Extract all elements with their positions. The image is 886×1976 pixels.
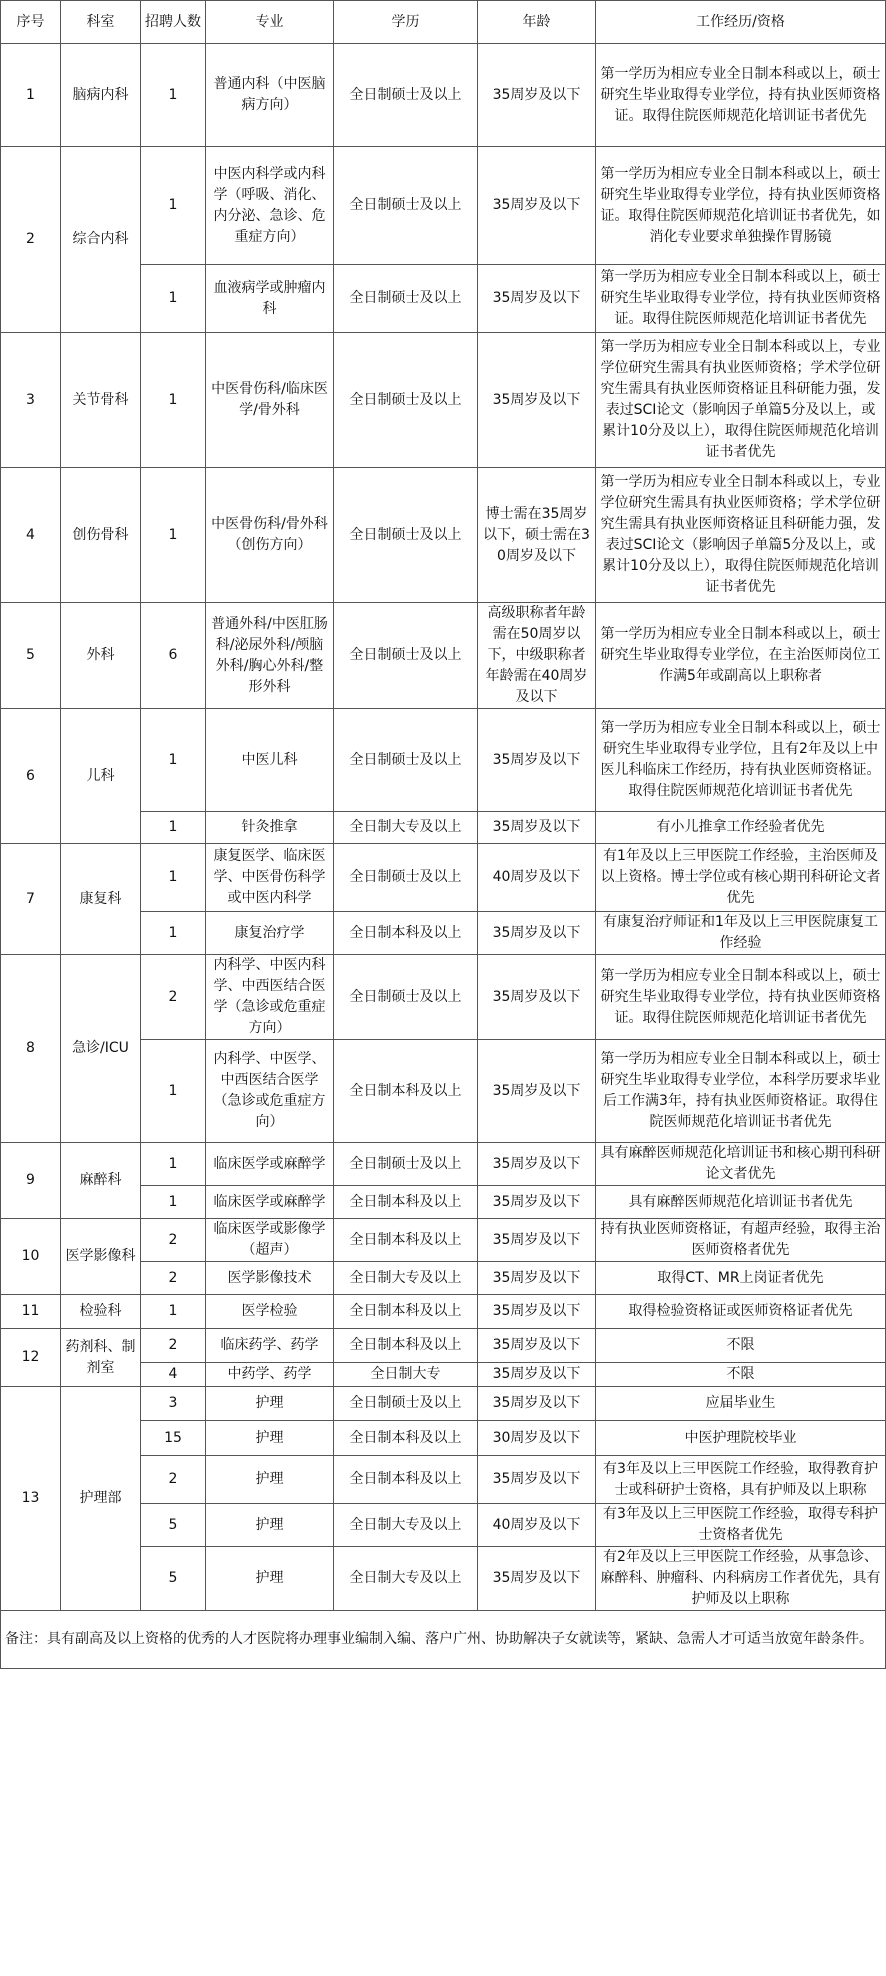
table-row xyxy=(1,333,886,468)
serial-number-cell: 3 xyxy=(1,333,61,468)
headcount-cell: 1 xyxy=(141,844,206,912)
header-dept: 科室 xyxy=(61,1,141,44)
headcount-cell: 15 xyxy=(141,1421,206,1456)
major-cell: 临床药学、药学 xyxy=(206,1329,334,1363)
serial-number-cell: 12 xyxy=(1,1329,61,1387)
department-cell: 外科 xyxy=(61,603,141,709)
table-row xyxy=(1,1219,886,1262)
department-cell: 医学影像科 xyxy=(61,1219,141,1295)
education-cell: 全日制本科及以上 xyxy=(334,1456,478,1504)
education-cell: 全日制本科及以上 xyxy=(334,912,478,955)
serial-number-cell: 9 xyxy=(1,1143,61,1219)
age-cell: 35周岁及以下 xyxy=(478,955,596,1040)
department-cell: 康复科 xyxy=(61,844,141,955)
education-cell: 全日制硕士及以上 xyxy=(334,955,478,1040)
headcount-cell: 5 xyxy=(141,1504,206,1547)
education-cell: 全日制硕士及以上 xyxy=(334,147,478,265)
headcount-cell: 2 xyxy=(141,1262,206,1295)
education-cell: 全日制大专及以上 xyxy=(334,812,478,844)
age-cell: 35周岁及以下 xyxy=(478,1040,596,1143)
age-cell: 35周岁及以下 xyxy=(478,1547,596,1611)
headcount-cell: 1 xyxy=(141,1295,206,1329)
note-row xyxy=(1,1611,886,1669)
headcount-cell: 4 xyxy=(141,1363,206,1387)
headcount-cell: 1 xyxy=(141,333,206,468)
headcount-cell: 1 xyxy=(141,1040,206,1143)
headcount-cell: 1 xyxy=(141,265,206,333)
serial-number-cell: 6 xyxy=(1,709,61,844)
headcount-cell: 2 xyxy=(141,1219,206,1262)
department-cell: 护理部 xyxy=(61,1387,141,1611)
major-cell: 临床医学或麻醉学 xyxy=(206,1143,334,1186)
education-cell: 全日制本科及以上 xyxy=(334,1329,478,1363)
table-row xyxy=(1,1387,886,1421)
age-cell: 35周岁及以下 xyxy=(478,812,596,844)
major-cell: 医学影像技术 xyxy=(206,1262,334,1295)
age-cell: 35周岁及以下 xyxy=(478,1387,596,1421)
education-cell: 全日制本科及以上 xyxy=(334,1186,478,1219)
headcount-cell: 1 xyxy=(141,912,206,955)
age-cell: 35周岁及以下 xyxy=(478,147,596,265)
department-cell: 创伤骨科 xyxy=(61,468,141,603)
requirements-cell: 第一学历为相应专业全日制本科或以上，硕士研究生毕业取得专业学位，持有执业医师资格证。取得住院医师规范化培训证书者优先，如消化专业要求单独操作胃肠镜 xyxy=(596,147,886,265)
education-cell: 全日制本科及以上 xyxy=(334,1219,478,1262)
requirements-cell: 第一学历为相应专业全日制本科或以上，硕士研究生毕业取得专业学位，且有2年及以上中医儿科临床工作经历，持有执业医师资格证。取得住院医师规范化培训证书者优先 xyxy=(596,709,886,812)
serial-number-cell: 13 xyxy=(1,1387,61,1611)
serial-number-cell: 4 xyxy=(1,468,61,603)
education-cell: 全日制硕士及以上 xyxy=(334,603,478,709)
headcount-cell: 1 xyxy=(141,44,206,147)
requirements-cell: 不限 xyxy=(596,1363,886,1387)
serial-number-cell: 8 xyxy=(1,955,61,1143)
department-cell: 关节骨科 xyxy=(61,333,141,468)
header-row xyxy=(1,1,886,44)
headcount-cell: 1 xyxy=(141,812,206,844)
education-cell: 全日制大专及以上 xyxy=(334,1504,478,1547)
department-cell: 脑病内科 xyxy=(61,44,141,147)
requirements-cell: 第一学历为相应专业全日制本科或以上，专业学位研究生需具有执业医师资格；学术学位研究生需具有执业医师资格证且科研能力强，发表过SCI论文（影响因子单篇5分及以上，或累计10分及以上），取得住院医师规范化培训证书者优先 xyxy=(596,333,886,468)
education-cell: 全日制大专 xyxy=(334,1363,478,1387)
major-cell: 普通内科（中医脑病方向） xyxy=(206,44,334,147)
headcount-cell: 5 xyxy=(141,1547,206,1611)
education-cell: 全日制硕士及以上 xyxy=(334,468,478,603)
requirements-cell: 有小儿推拿工作经验者优先 xyxy=(596,812,886,844)
major-cell: 护理 xyxy=(206,1504,334,1547)
headcount-cell: 1 xyxy=(141,709,206,812)
requirements-cell: 有1年及以上三甲医院工作经验，主治医师及以上资格。博士学位或有核心期刊科研论文者优先 xyxy=(596,844,886,912)
department-cell: 麻醉科 xyxy=(61,1143,141,1219)
major-cell: 中药学、药学 xyxy=(206,1363,334,1387)
education-cell: 全日制硕士及以上 xyxy=(334,709,478,812)
headcount-cell: 1 xyxy=(141,147,206,265)
serial-number-cell: 7 xyxy=(1,844,61,955)
education-cell: 全日制硕士及以上 xyxy=(334,44,478,147)
requirements-cell: 第一学历为相应专业全日制本科或以上，硕士研究生毕业取得专业学位，在主治医师岗位工作满5年或副高以上职称者 xyxy=(596,603,886,709)
table-row xyxy=(1,1143,886,1186)
education-cell: 全日制本科及以上 xyxy=(334,1295,478,1329)
major-cell: 护理 xyxy=(206,1456,334,1504)
table-row xyxy=(1,468,886,603)
header-count: 招聘人数 xyxy=(141,1,206,44)
requirements-cell: 有2年及以上三甲医院工作经验，从事急诊、麻醉科、肿瘤科、内科病房工作者优先，具有护师及以上职称 xyxy=(596,1547,886,1611)
requirements-cell: 具有麻醉医师规范化培训证书者优先 xyxy=(596,1186,886,1219)
table-row xyxy=(1,709,886,812)
major-cell: 中医儿科 xyxy=(206,709,334,812)
requirements-cell: 具有麻醉医师规范化培训证书和核心期刊科研论文者优先 xyxy=(596,1143,886,1186)
education-cell: 全日制硕士及以上 xyxy=(334,1387,478,1421)
headcount-cell: 2 xyxy=(141,955,206,1040)
department-cell: 急诊/ICU xyxy=(61,955,141,1143)
major-cell: 针灸推拿 xyxy=(206,812,334,844)
header-education: 学历 xyxy=(334,1,478,44)
age-cell: 35周岁及以下 xyxy=(478,1186,596,1219)
requirements-cell: 持有执业医师资格证，有超声经验，取得主治医师资格者优先 xyxy=(596,1219,886,1262)
major-cell: 内科学、中医内科学、中西医结合医学（急诊或危重症方向） xyxy=(206,955,334,1040)
major-cell: 血液病学或肿瘤内科 xyxy=(206,265,334,333)
requirements-cell: 第一学历为相应专业全日制本科或以上，专业学位研究生需具有执业医师资格；学术学位研究生需具有执业医师资格证且科研能力强，发表过SCI论文（影响因子单篇5分及以上，或累计10分及以上），取得住院医师规范化培训证书者优先 xyxy=(596,468,886,603)
requirements-cell: 有3年及以上三甲医院工作经验，取得专科护士资格者优先 xyxy=(596,1504,886,1547)
age-cell: 40周岁及以下 xyxy=(478,844,596,912)
major-cell: 临床医学或影像学（超声） xyxy=(206,1219,334,1262)
age-cell: 35周岁及以下 xyxy=(478,1262,596,1295)
major-cell: 中医骨伤科/骨外科（创伤方向） xyxy=(206,468,334,603)
requirements-cell: 第一学历为相应专业全日制本科或以上，硕士研究生毕业取得专业学位，持有执业医师资格证。取得住院医师规范化培训证书者优先 xyxy=(596,265,886,333)
footnote xyxy=(1,1611,886,1669)
major-cell: 康复医学、临床医学、中医骨伤科学或中医内科学 xyxy=(206,844,334,912)
age-cell: 35周岁及以下 xyxy=(478,44,596,147)
major-cell: 内科学、中医学、中西医结合医学（急诊或危重症方向） xyxy=(206,1040,334,1143)
requirements-cell: 第一学历为相应专业全日制本科或以上，硕士研究生毕业取得专业学位，持有执业医师资格证。取得住院医师规范化培训证书者优先 xyxy=(596,44,886,147)
department-cell: 检验科 xyxy=(61,1295,141,1329)
requirements-cell: 应届毕业生 xyxy=(596,1387,886,1421)
age-cell: 35周岁及以下 xyxy=(478,265,596,333)
headcount-cell: 1 xyxy=(141,1186,206,1219)
education-cell: 全日制硕士及以上 xyxy=(334,333,478,468)
major-cell: 医学检验 xyxy=(206,1295,334,1329)
headcount-cell: 2 xyxy=(141,1456,206,1504)
requirements-cell: 第一学历为相应专业全日制本科或以上，硕士研究生毕业取得专业学位，本科学历要求毕业后工作满3年，持有执业医师资格证。取得住院医师规范化培训证书者优先 xyxy=(596,1040,886,1143)
header-no: 序号 xyxy=(1,1,61,44)
header-age: 年龄 xyxy=(478,1,596,44)
headcount-cell: 1 xyxy=(141,468,206,603)
serial-number-cell: 11 xyxy=(1,1295,61,1329)
requirements-cell: 有3年及以上三甲医院工作经验，取得教育护士或科研护士资格，具有护师及以上职称 xyxy=(596,1456,886,1504)
age-cell: 35周岁及以下 xyxy=(478,1329,596,1363)
age-cell: 35周岁及以下 xyxy=(478,1219,596,1262)
headcount-cell: 2 xyxy=(141,1329,206,1363)
table-row xyxy=(1,603,886,709)
headcount-cell: 6 xyxy=(141,603,206,709)
age-cell: 高级职称者年龄需在50周岁以下，中级职称者年龄需在40周岁及以下 xyxy=(478,603,596,709)
header-major: 专业 xyxy=(206,1,334,44)
age-cell: 35周岁及以下 xyxy=(478,1363,596,1387)
headcount-cell: 1 xyxy=(141,1143,206,1186)
education-cell: 全日制本科及以上 xyxy=(334,1421,478,1456)
age-cell: 35周岁及以下 xyxy=(478,912,596,955)
education-cell: 全日制本科及以上 xyxy=(334,1040,478,1143)
table-row xyxy=(1,147,886,265)
age-cell: 35周岁及以下 xyxy=(478,1295,596,1329)
age-cell: 博士需在35周岁以下，硕士需在30周岁及以下 xyxy=(478,468,596,603)
education-cell: 全日制大专及以上 xyxy=(334,1262,478,1295)
requirements-cell: 不限 xyxy=(596,1329,886,1363)
education-cell: 全日制硕士及以上 xyxy=(334,844,478,912)
table-row xyxy=(1,955,886,1040)
education-cell: 全日制大专及以上 xyxy=(334,1547,478,1611)
requirements-cell: 中医护理院校毕业 xyxy=(596,1421,886,1456)
major-cell: 普通外科/中医肛肠科/泌尿外科/颅脑外科/胸心外科/整形外科 xyxy=(206,603,334,709)
requirements-cell: 取得CT、MR上岗证者优先 xyxy=(596,1262,886,1295)
major-cell: 临床医学或麻醉学 xyxy=(206,1186,334,1219)
major-cell: 中医内科学或内科学（呼吸、消化、内分泌、急诊、危重症方向） xyxy=(206,147,334,265)
serial-number-cell: 1 xyxy=(1,44,61,147)
table-body xyxy=(1,44,886,1611)
table-row xyxy=(1,1329,886,1363)
requirements-cell: 有康复治疗师证和1年及以上三甲医院康复工作经验 xyxy=(596,912,886,955)
major-cell: 中医骨伤科/临床医学/骨外科 xyxy=(206,333,334,468)
age-cell: 35周岁及以下 xyxy=(478,333,596,468)
requirements-cell: 第一学历为相应专业全日制本科或以上，硕士研究生毕业取得专业学位，持有执业医师资格证。取得住院医师规范化培训证书者优先 xyxy=(596,955,886,1040)
department-cell: 儿科 xyxy=(61,709,141,844)
header-requirements: 工作经历/资格 xyxy=(596,1,886,44)
headcount-cell: 3 xyxy=(141,1387,206,1421)
footnote-text: 备注：具有副高及以上资格的优秀的人才医院将办理事业编制入编、落户广州、协助解决子女就读等，紧缺、急需人才可适当放宽年龄条件。 xyxy=(5,1631,873,1647)
serial-number-cell: 10 xyxy=(1,1219,61,1295)
age-cell: 35周岁及以下 xyxy=(478,1456,596,1504)
department-cell: 综合内科 xyxy=(61,147,141,333)
age-cell: 35周岁及以下 xyxy=(478,1143,596,1186)
table-row xyxy=(1,1295,886,1329)
age-cell: 30周岁及以下 xyxy=(478,1421,596,1456)
major-cell: 护理 xyxy=(206,1547,334,1611)
age-cell: 40周岁及以下 xyxy=(478,1504,596,1547)
serial-number-cell: 2 xyxy=(1,147,61,333)
serial-number-cell: 5 xyxy=(1,603,61,709)
age-cell: 35周岁及以下 xyxy=(478,709,596,812)
department-cell: 药剂科、制剂室 xyxy=(61,1329,141,1387)
education-cell: 全日制硕士及以上 xyxy=(334,265,478,333)
major-cell: 康复治疗学 xyxy=(206,912,334,955)
major-cell: 护理 xyxy=(206,1421,334,1456)
table-row xyxy=(1,844,886,912)
education-cell: 全日制硕士及以上 xyxy=(334,1143,478,1186)
requirements-cell: 取得检验资格证或医师资格证者优先 xyxy=(596,1295,886,1329)
table-row xyxy=(1,44,886,147)
major-cell: 护理 xyxy=(206,1387,334,1421)
